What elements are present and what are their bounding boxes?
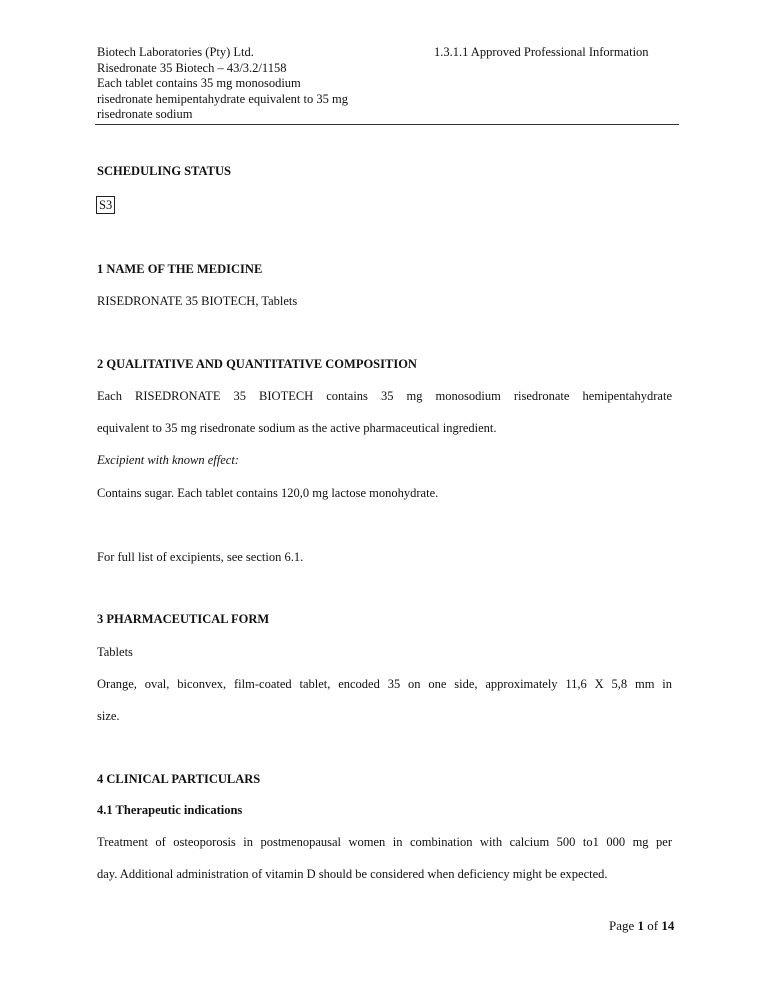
footer-of-word: of — [647, 918, 659, 933]
section-1-text: RISEDRONATE 35 BIOTECH, Tablets — [97, 294, 298, 308]
section-4-1-subheading: 4.1 Therapeutic indications — [97, 803, 243, 817]
section-4-heading: 4 CLINICAL PARTICULARS — [97, 772, 261, 786]
section-3-heading: 3 PHARMACEUTICAL FORM — [97, 612, 270, 626]
section-2-paragraph-line-2: equivalent to 35 mg risedronate sodium as the active pharmaceutical ingredient. — [97, 421, 497, 435]
scheduling-heading: SCHEDULING STATUS — [97, 164, 231, 178]
scheduling-status-box: S3 — [96, 196, 115, 214]
header-product-ref: Risedronate 35 Biotech – 43/3.2/1158 — [97, 60, 287, 75]
section-3-description-line-2: size. — [97, 709, 120, 723]
header-divider — [95, 124, 679, 125]
section-4-1-line-1: Treatment of osteoporosis in postmenopausal women in combination with calcium 500 to1 000 mg per — [97, 835, 672, 849]
header-company: Biotech Laboratories (Pty) Ltd. — [97, 45, 254, 59]
sugar-text: Contains sugar. Each tablet contains 120,0 mg lactose monohydrate. — [97, 486, 439, 500]
section-2-heading: 2 QUALITATIVE AND QUANTITATIVE COMPOSITION — [97, 357, 417, 371]
full-excipient-list-text: For full list of excipients, see section 6.1. — [97, 550, 304, 564]
footer-page-word: Page — [609, 918, 635, 933]
section-3-form: Tablets — [97, 645, 133, 659]
footer-page-number: 1 — [637, 918, 645, 933]
section-1-heading: 1 NAME OF THE MEDICINE — [97, 262, 263, 276]
footer-page-total: 14 — [661, 918, 675, 933]
section-4-1-line-2: day. Additional administration of vitamin D should be considered when deficiency might be expected. — [97, 867, 608, 881]
header-tablet-line-3: risedronate sodium — [97, 107, 193, 122]
page-number-footer — [609, 918, 674, 934]
header-tablet-line-2: risedronate hemipentahydrate equivalent to 35 mg — [97, 91, 348, 106]
section-2-paragraph-line-1: Each RISEDRONATE 35 BIOTECH contains 35 mg monosodium risedronate hemipentahydrate — [97, 389, 672, 403]
header-left-block — [97, 45, 348, 123]
header-tablet-line-1: Each tablet contains 35 mg monosodium — [97, 76, 301, 91]
excipient-label: Excipient with known effect: — [97, 453, 239, 467]
header-doc-type: 1.3.1.1 Approved Professional Information — [434, 45, 649, 59]
section-3-description-line-1: Orange, oval, biconvex, film-coated tablet, encoded 35 on one side, approximately 11,6 X 5,8 mm in — [97, 677, 672, 691]
